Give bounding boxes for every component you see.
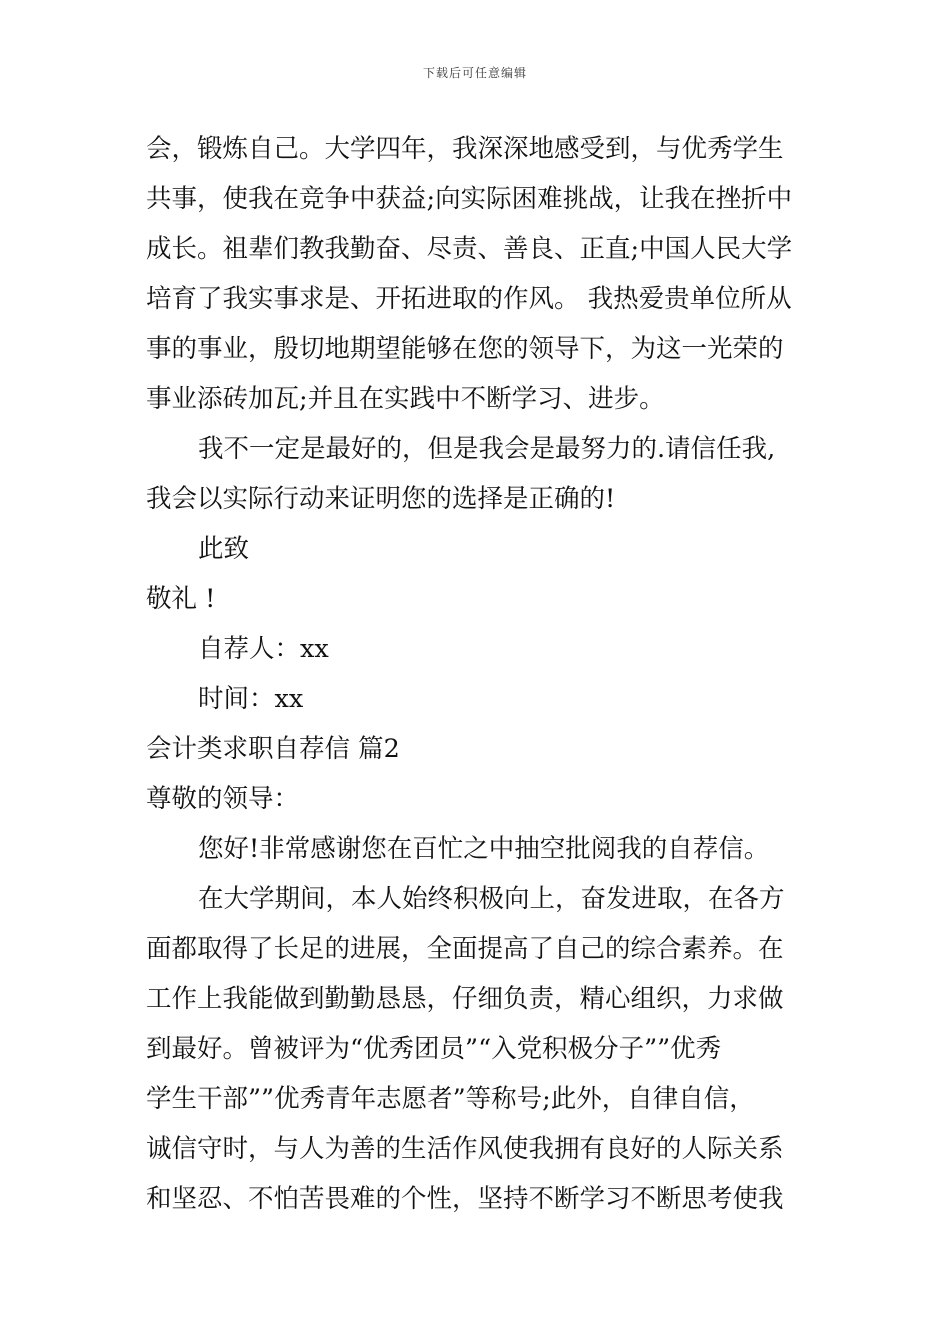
paragraph-line: 面都取得了长足的进展，全面提高了自己的综合素养。在 <box>146 934 784 964</box>
paragraph-line: 我不一定是最好的，但是我会是最努力的.请信任我, <box>198 434 776 464</box>
opening-line: 您好!非常感谢您在百忙之中抽空批阅我的自荐信。 <box>198 834 770 864</box>
paragraph-line: 事的事业，殷切地期望能够在您的领导下，为这一光荣的 <box>146 334 784 364</box>
paragraph-line: 我会以实际行动来证明您的选择是正确的! <box>146 484 616 514</box>
paragraph-line: 培育了我实事求是、开拓进取的作风。 我热爱贵单位所从 <box>146 284 792 314</box>
paragraph-line: 成长。祖辈们教我勤奋、尽责、善良、正直;中国人民大学 <box>146 234 793 264</box>
closing-respect: 敬礼 ! <box>146 584 216 614</box>
paragraph-line: 到最好。曾被评为“优秀团员”“入党积极分子””优秀 <box>146 1034 722 1064</box>
paragraph-line: 工作上我能做到勤勤恳恳，仔细负责，精心组织，力求做 <box>146 984 784 1014</box>
section-title: 会计类求职自荐信 篇2 <box>146 734 400 764</box>
closing-salutation: 此致 <box>198 534 250 564</box>
signature-name: 自荐人：xx <box>198 634 329 664</box>
paragraph-line: 共事，使我在竞争中获益;向实际困难挑战，让我在挫折中 <box>146 184 793 214</box>
paragraph-line: 诚信守时，与人为善的生活作风使我拥有良好的人际关系 <box>146 1134 784 1164</box>
paragraph-line: 学生干部””优秀青年志愿者”等称号;此外，自律自信， <box>146 1084 755 1114</box>
greeting: 尊敬的领导： <box>146 784 300 814</box>
paragraph-line: 事业添砖加瓦;并且在实践中不断学习、进步。 <box>146 384 665 414</box>
paragraph-line: 在大学期间，本人始终积极向上，奋发进取，在各方 <box>198 884 785 914</box>
paragraph-line: 和坚忍、不怕苦畏难的个性，坚持不断学习不断思考使我 <box>146 1184 784 1214</box>
letter-body <box>146 124 810 1224</box>
paragraph-line: 会，锻炼自己。大学四年，我深深地感受到，与优秀学生 <box>146 134 784 164</box>
signature-date: 时间：xx <box>198 684 304 714</box>
page-header: 下载后可任意编辑 <box>422 66 527 80</box>
